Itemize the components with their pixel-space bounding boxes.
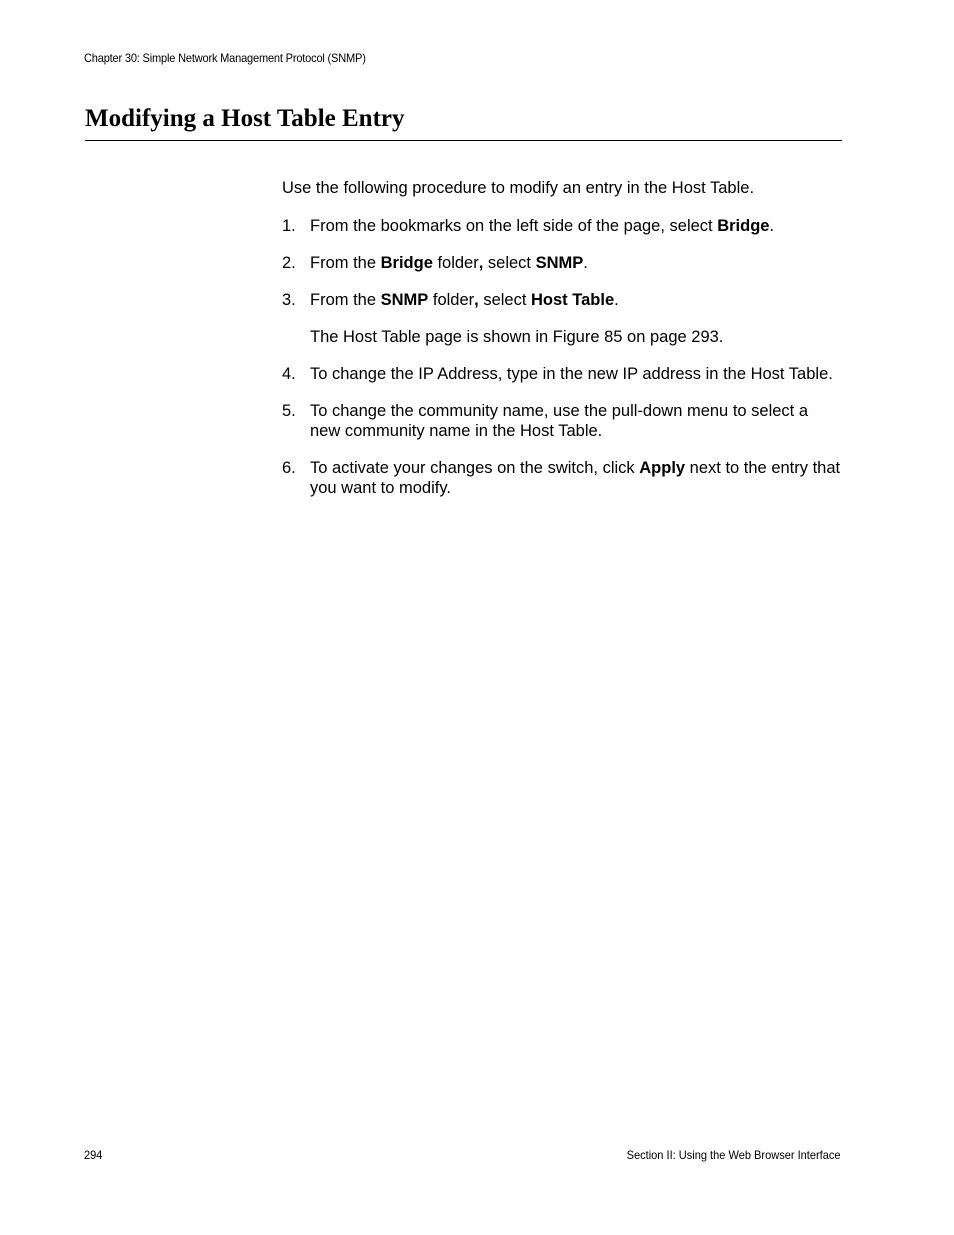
page-number: 294 xyxy=(84,1148,103,1162)
procedure-steps xyxy=(282,216,842,515)
step-note: The Host Table page is shown in Figure 85 on page 293. xyxy=(310,328,724,346)
step-5 xyxy=(282,401,842,441)
ui-term: Bridge xyxy=(380,254,433,272)
bold-punctuation: , xyxy=(478,254,484,272)
bold-punctuation: , xyxy=(474,291,479,309)
step-2 xyxy=(282,253,842,273)
ui-term: SNMP xyxy=(535,254,584,272)
step-text: . xyxy=(769,217,775,235)
title-rule xyxy=(85,140,842,141)
step-number: 3. xyxy=(282,291,296,309)
step-number: 2. xyxy=(282,254,296,272)
intro-paragraph: Use the following procedure to modify an entry in the Host Table. xyxy=(282,179,755,197)
step-text: select xyxy=(478,291,532,309)
step-text: select xyxy=(483,254,536,272)
step-4 xyxy=(282,364,842,384)
step-1 xyxy=(282,216,842,236)
step-text: next to the entry that you want to modify. xyxy=(310,459,841,497)
step-number: 6. xyxy=(282,459,296,477)
running-header: Chapter 30: Simple Network Management Protocol (SNMP) xyxy=(84,51,366,65)
step-text: From the bookmarks on the left side of the page, select xyxy=(310,217,718,235)
step-6 xyxy=(282,458,842,498)
step-3 xyxy=(282,290,842,347)
step-text: To activate your changes on the switch, click xyxy=(310,459,640,477)
step-number: 4. xyxy=(282,365,296,383)
step-text: folder xyxy=(432,254,479,272)
step-text: From the xyxy=(310,254,381,272)
page-title: Modifying a Host Table Entry xyxy=(85,105,405,132)
ui-term: Host Table xyxy=(531,291,615,309)
ui-term: Apply xyxy=(639,459,686,477)
step-number: 5. xyxy=(282,402,296,420)
ui-term: SNMP xyxy=(380,291,429,309)
step-text: To change the IP Address, type in the new IP address in the Host Table. xyxy=(310,365,833,383)
running-footer: Section II: Using the Web Browser Interface xyxy=(627,1148,841,1162)
step-text: folder xyxy=(428,291,475,309)
ui-term: Bridge xyxy=(717,217,770,235)
step-number: 1. xyxy=(282,217,296,235)
step-text: . xyxy=(583,254,588,272)
step-text: From the xyxy=(310,291,381,309)
step-text: To change the community name, use the pull-down menu to select a new community name in the Host Table. xyxy=(310,402,809,440)
step-text: . xyxy=(614,291,619,309)
